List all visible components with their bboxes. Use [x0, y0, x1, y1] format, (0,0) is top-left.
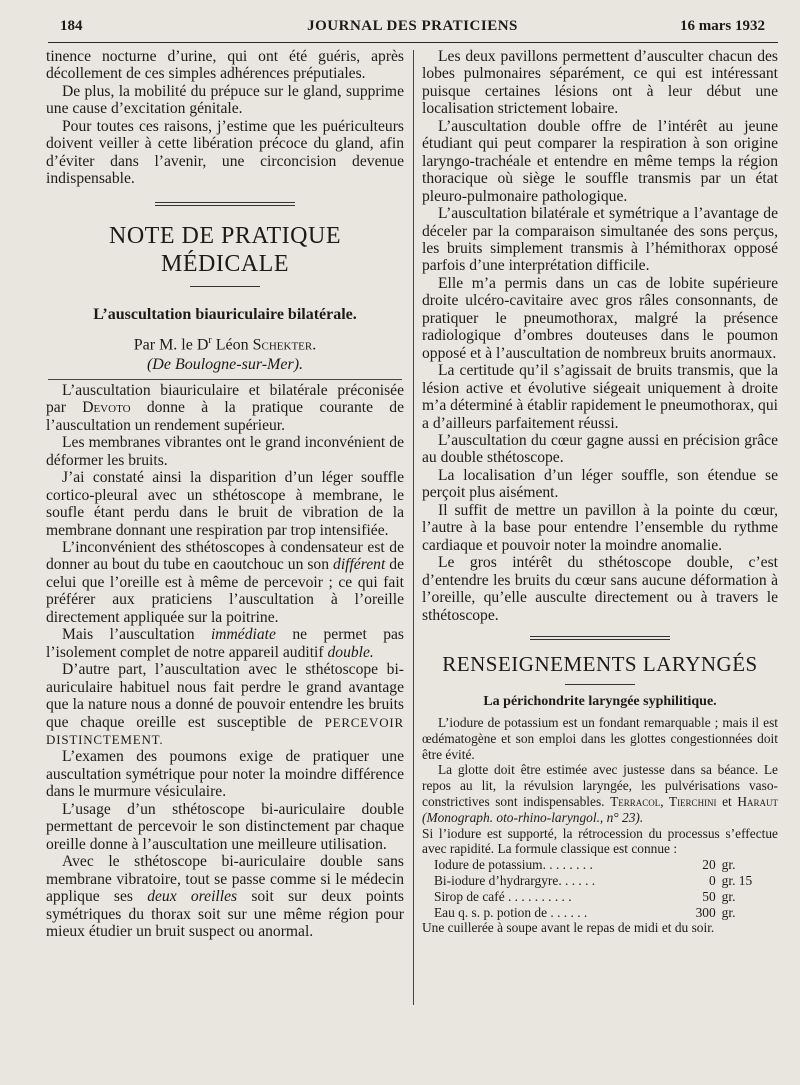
ingredient-value: 20: [702, 857, 716, 873]
cited-name: Devoto: [82, 399, 131, 417]
prescription-row: [434, 889, 778, 905]
paragraph: Pour toutes ces raisons, j’estime que les puériculteurs doivent veiller à cette libération précoce du gland, afin d’éviter dans l’avenir, une circoncision devenue indispensable.: [46, 117, 404, 188]
paragraph: L’usage d’un sthétoscope bi-auriculaire double permettant de percevoir le son distinctement par chaque oreille donne à l’auscultation une meilleure utilisation.: [46, 800, 404, 853]
byline: Par M. le $D^r$ Léon Schekter.: [133, 334, 317, 353]
citation: (Monograph. oto-rhino-laryngol., n° 23).: [422, 809, 644, 825]
paragraph: [46, 626, 404, 661]
paragraph: Une cuillerée à soupe avant le repas de midi et du soir.: [422, 920, 715, 936]
ingredient-unit: gr.: [721, 857, 736, 873]
author-sup: r: [208, 334, 212, 346]
author-name: Léon: [215, 335, 249, 353]
emphasis: double.: [327, 643, 374, 661]
prescription-row: [434, 905, 778, 921]
page-number: 184: [60, 18, 83, 34]
paragraph: Elle m’a permis dans un cas de lobite supérieure droite ulcéro-cavitaire avec gros râles consonnants, de pratiquer le pneumothorax, malgré la présence radiologique d’ombres douteuses dans le poumon opposé et à l’auscultation de nombreux bruits anormaux.: [422, 274, 778, 362]
text-run: soit sur deux points symétriques du thorax soit sur une même région pour mieux étudier un bruit suspect ou anormal.: [46, 888, 405, 940]
ingredient-unit: gr. 15: [721, 872, 753, 888]
paragraph: [46, 382, 404, 434]
section-divider: [530, 636, 670, 640]
paragraph: L’auscultation du cœur gagne aussi en précision grâce au double sthétoscope.: [422, 431, 778, 467]
text-run: D’autre part, l’auscultation avec le sthétoscope bi-auriculaire habituel nous fait perdre le grand avantage que la nature nous a donné de pouvoir entendre les bruits que chaque oreille est susceptible de: [46, 661, 404, 731]
byline-rule: [48, 379, 402, 380]
text-run: L’auscultation biauriculaire et bilatérale préconisée par: [46, 381, 404, 417]
emphasis: immédiate: [210, 626, 276, 644]
paragraph: L’examen des poumons exige de pratiquer une auscultation symétrique pour noter la moindre différence dans le murmure vésiculaire.: [46, 748, 404, 801]
paragraph: [46, 661, 404, 748]
ingredient-unit: gr.: [721, 904, 736, 920]
paragraph: J’ai constaté ainsi la disparition d’un léger souffle cortico-pleural avec un sthétoscope à membrane, le soufle étant perdu dans le bruit de vibration de la membrane donnant une respiration par trop intensifiée.: [46, 469, 404, 539]
left-column: [46, 48, 404, 940]
text-run: donne à la pratique courante de l’auscultation un rendement supérieur.: [46, 399, 404, 434]
paragraph: [422, 762, 778, 825]
ingredient-label: Iodure de potassium. . . . . . . .: [434, 857, 593, 873]
title-underline: [565, 684, 635, 685]
paragraph: [46, 853, 404, 940]
ingredient-value: 300: [695, 904, 716, 920]
emphasis: deux oreilles: [147, 888, 238, 906]
ingredient-label: Sirop de café . . . . . . . . . .: [434, 888, 572, 904]
column-separator: [413, 50, 414, 1005]
author-prefix: Par M. le D: [133, 335, 209, 353]
text-run: Avec le sthétoscope bi-auriculaire double sans membrane vibratoire, tout se passe comme si le médecin applique ses: [46, 853, 404, 906]
ingredient-label: Eau q. s. p. potion de . . . . . .: [434, 904, 588, 920]
paragraph: Les deux pavillons permettent d’ausculter chacun des lobes pulmonaires séparément, ce qui est intéressant puisque certaines lésions ont à leur début une localisation strictement lobaire.: [422, 48, 778, 118]
text-run: et: [722, 793, 732, 809]
prescription-table: [434, 857, 778, 920]
article-title: La périchondrite laryngée syphilitique.: [483, 693, 717, 709]
right-column: [422, 48, 778, 936]
text-run: Mais l’auscultation: [62, 626, 195, 644]
text-run: La glotte doit être estimée avec justesse dans sa béance. Le repos au lit, la révulsion laryngée, les pulvérisations vaso-constrictives sont indispensables.: [422, 762, 778, 809]
cited-name: Terracol, Tierchini: [610, 793, 717, 809]
paragraph: [46, 539, 404, 626]
header-rule: [48, 42, 778, 43]
section-title: RENSEIGNEMENTS LARYNGÉS: [442, 651, 758, 676]
paragraph: La certitude qu’il s’agissait de bruits transmis, que la lésion active et évolutive siégeait uniquement à droite m’a déterminé à établir rapidement le pneumothorax, qui a d’ailleurs parfaitement réussi.: [422, 362, 778, 432]
paragraph: tinence nocturne d’urine, qui ont été guéris, après décollement de ces simples adhérences préputiales.: [46, 48, 404, 83]
page-header: [60, 18, 765, 40]
paragraph: L’auscultation bilatérale et symétrique a l’avantage de déceler par la comparaison simultanée des sons perçus, les bruits simplement transmis à l’hémithorax opposé parfois d’une interprétation difficile.: [422, 205, 778, 275]
section-divider: [155, 202, 295, 206]
paragraph: Si l’iodure est supporté, la rétrocession du processus s’effectue avec rapidité. La formule classique est connue :: [422, 825, 778, 857]
ingredient-unit: gr.: [721, 888, 736, 904]
paragraph: La localisation d’un léger souffle, son étendue se perçoit plus aisément.: [422, 466, 778, 502]
article-body: [422, 715, 778, 936]
prescription-row: [434, 873, 778, 889]
text-run: ne permet pas l’isolement complet de notre appareil auditif: [46, 626, 404, 661]
title-underline: [190, 286, 260, 287]
text-run: L’inconvénient des sthétoscopes à condensateur est de donner au bout du tube en caoutchouc un son: [46, 539, 404, 574]
paragraph: Il suffit de mettre un pavillon à la pointe du cœur, l’autre à la base pour entendre l’ensemble du rythme cardiaque et pouvoir noter la moindre anomalie.: [422, 501, 778, 554]
paragraph: Le gros intérêt du sthétoscope double, c’est d’entendre les bruits du cœur sans aucune déformation à l’oreille, qu’elle ausculte directement ou à travers le sthétoscope.: [422, 554, 778, 624]
paragraph: De plus, la mobilité du prépuce sur le gland, supprime une cause d’excitation génitale.: [46, 82, 404, 118]
author-surname: Schekter: [252, 335, 313, 353]
ingredient-label: Bi-iodure d’hydrargyre. . . . . .: [434, 872, 596, 888]
journal-title: JOURNAL DES PRATICIENS: [307, 18, 518, 34]
section-title: NOTE DE PRATIQUE MÉDICALE: [109, 222, 341, 277]
cited-name: Haraut: [737, 793, 778, 809]
emphasis-caps: PERCEVOIR DISTINCTEMENT.: [46, 714, 404, 748]
paragraph: L’auscultation double offre de l’intérêt au jeune étudiant qui peut comparer la respiration à son origine laryngo-trachéale et entendre en même temps la région thoracique où siège le souffle transmis par un état pleuro-pulmonaire pathologique.: [422, 117, 778, 205]
ingredient-value: 0: [708, 872, 716, 888]
author-place: (De Boulogne-sur-Mer).: [146, 355, 304, 373]
emphasis: différent: [333, 556, 386, 574]
issue-date: 16 mars 1932: [680, 18, 765, 34]
text-run: de celui que l’oreille est à même de percevoir ; ce qui fait préférer aux praticiens l’auscultation à l’oreille directement appliquée sur la poitrine.: [46, 556, 404, 626]
article-title: L’auscultation biauriculaire bilatérale.: [93, 305, 357, 323]
paragraph: Les membranes vibrantes ont le grand inconvénient de déformer les bruits.: [46, 434, 404, 469]
prescription-row: [434, 857, 778, 873]
paragraph: L’iodure de potassium est un fondant remarquable ; mais il est œdématogène et son emploi dans les glottes congestionnées doit être évité.: [422, 714, 778, 762]
ingredient-value: 50: [702, 888, 716, 904]
